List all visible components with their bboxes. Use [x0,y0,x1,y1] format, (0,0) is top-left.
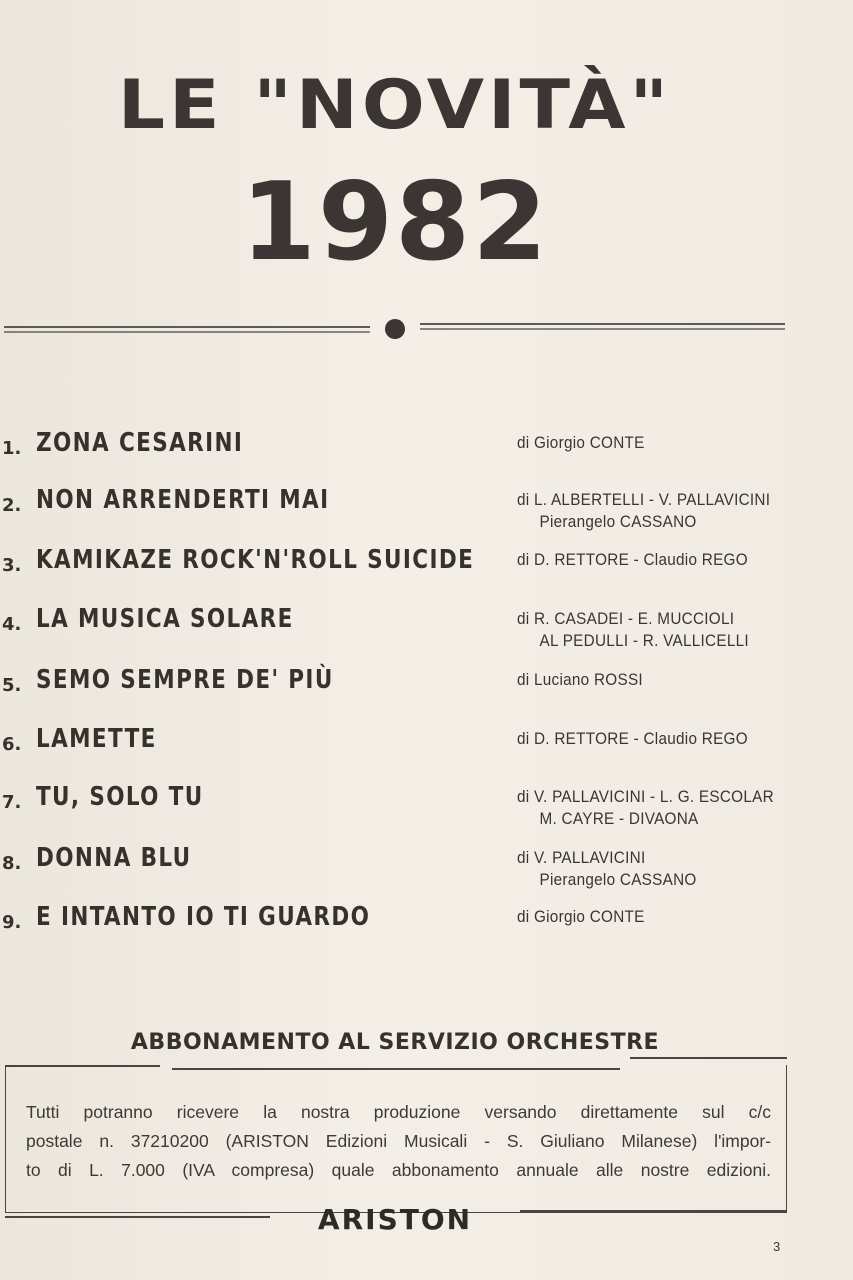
song-authors [517,608,749,652]
author-line: di Giorgio CONTE [517,907,645,926]
subscription-text-line: to di L. 7.000 (IVA compresa) quale abbonamento annuale alle nostre edizioni. [26,1160,771,1180]
song-authors [517,669,643,691]
song-title: TU, SOLO TU [36,782,204,812]
page-number: 3 [773,1239,781,1254]
song-authors [517,549,748,571]
publisher-logo: ARISTON [317,1203,473,1236]
author-line: di D. RETTORE - Claudio REGO [517,729,748,748]
author-line: di V. PALLAVICINI - L. G. ESCOLAR [517,787,774,806]
song-authors [517,728,748,750]
subscription-text-line: Tutti potranno ricevere la nostra produzione versando direttamente sul c/c [26,1102,771,1122]
song-authors [517,906,645,928]
song-title: NON ARRENDERTI MAI [36,485,330,515]
subscription-text [26,1098,771,1185]
song-authors [517,847,697,891]
song-number: 1. [2,438,22,459]
author-line: di Giorgio CONTE [517,433,645,452]
song-number: 5. [2,675,22,696]
song-number: 4. [2,614,22,635]
subscription-heading: ABBONAMENTO AL SERVIZIO ORCHESTRE [130,1030,660,1055]
page-year: 1982 [240,160,550,285]
song-number: 8. [2,853,22,874]
song-title: DONNA BLU [36,843,192,873]
song-number: 3. [2,555,22,576]
page-title: LE "NOVITÀ" [117,65,673,145]
author-line: Pierangelo CASSANO [539,512,697,531]
heading-rule-right [630,1057,787,1059]
song-number: 2. [2,495,22,516]
author-line: di L. ALBERTELLI - V. PALLAVICINI [517,490,771,509]
author-line: di D. RETTORE - Claudio REGO [517,550,748,569]
author-line: di R. CASADEI - E. MUCCIOLI [517,609,735,628]
song-authors [517,489,770,533]
song-title: LAMETTE [36,724,157,754]
song-authors [517,786,774,830]
song-title: SEMO SEMPRE DE' PIÙ [36,665,334,695]
song-number: 9. [2,912,22,933]
song-title: LA MUSICA SOLARE [36,604,294,634]
song-number: 7. [2,792,22,813]
song-title: E INTANTO IO TI GUARDO [36,902,371,932]
song-authors [517,432,645,454]
author-line: M. CAYRE - DIVAONA [539,809,699,828]
subscription-text-line: postale n. 37210200 (ARISTON Edizioni Musicali - S. Giuliano Milanese) l'impor- [26,1131,771,1151]
author-line: di V. PALLAVICINI [517,848,646,867]
author-line: di Luciano ROSSI [517,670,643,689]
song-title: ZONA CESARINI [36,428,244,458]
author-line: AL PEDULLI - R. VALLICELLI [539,631,749,650]
song-title: KAMIKAZE ROCK'N'ROLL SUICIDE [36,545,475,575]
song-number: 6. [2,734,22,755]
ornamental-divider [0,318,790,342]
author-line: Pierangelo CASSANO [539,870,697,889]
